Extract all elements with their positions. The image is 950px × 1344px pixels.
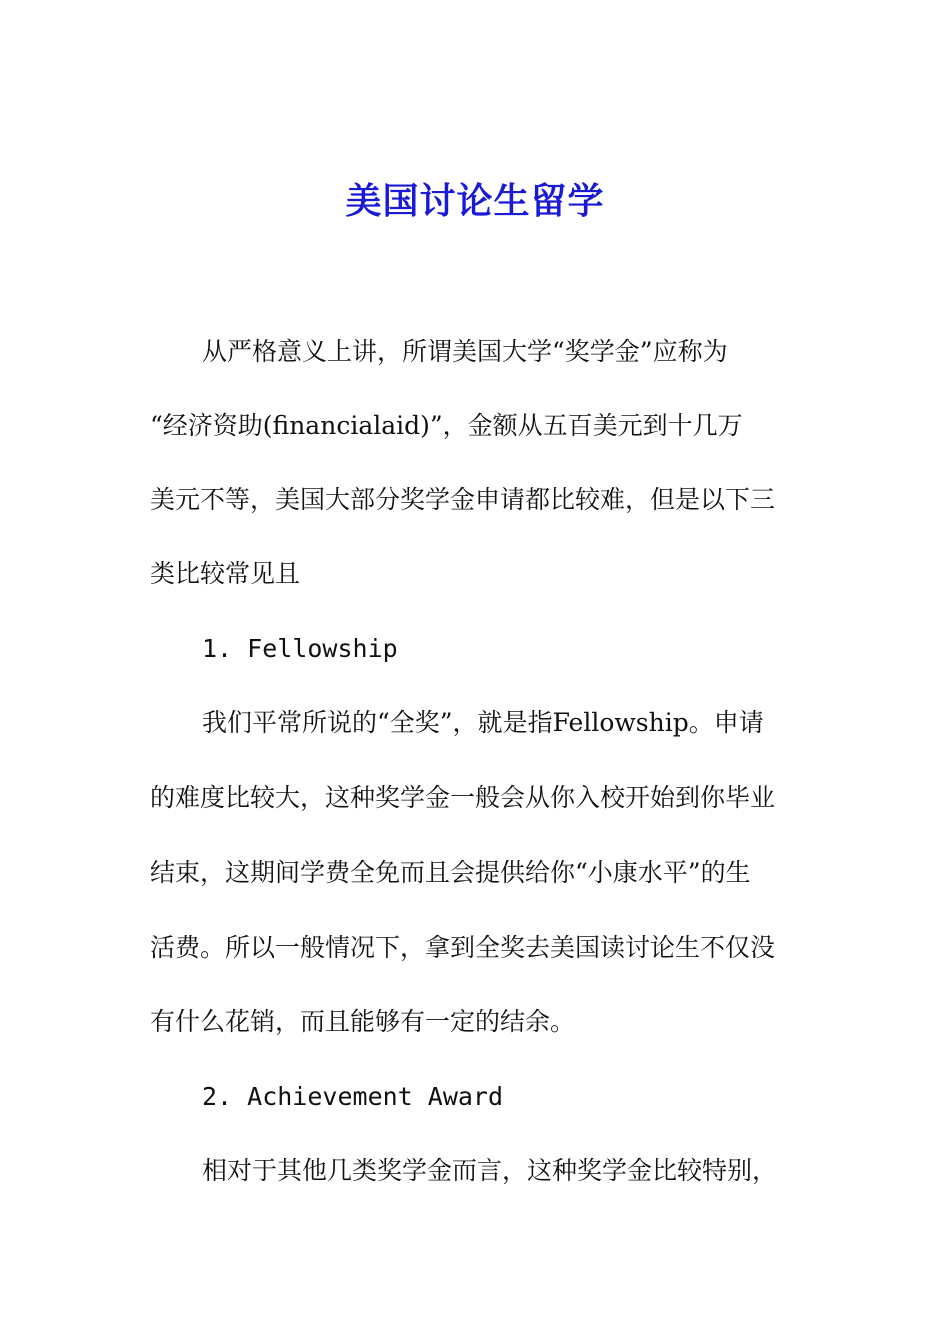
paragraph-2-line-1: 我们平常所说的“全奖”，就是指Fellowship。申请: [202, 708, 764, 737]
section-heading-fellowship: 1. Fellowship: [202, 634, 398, 663]
paragraph-2-line-5: 有什么花销，而且能够有一定的结余。: [150, 1007, 576, 1036]
paragraph-3-line-1: 相对于其他几类奖学金而言，这种奖学金比较特别，: [202, 1156, 778, 1185]
paragraph-1-line-2: “经济资助(financialaid)”，金额从五百美元到十几万: [150, 411, 743, 440]
section-heading-achievement-award: 2. Achievement Award: [202, 1082, 504, 1111]
document-title: 美国讨论生留学: [345, 180, 605, 222]
paragraph-2-line-4: 活费。所以一般情况下，拿到全奖去美国读讨论生不仅没: [150, 933, 776, 962]
paragraph-2-line-3: 结束，这期间学费全免而且会提供给你“小康水平”的生: [150, 858, 751, 887]
paragraph-2-line-2: 的难度比较大，这种奖学金一般会从你入校开始到你毕业: [150, 783, 776, 812]
paragraph-1-line-4: 类比较常见且: [150, 559, 301, 588]
paragraph-1-line-3: 美元不等，美国大部分奖学金申请都比较难，但是以下三: [150, 485, 776, 514]
paragraph-1-line-1: 从严格意义上讲，所谓美国大学“奖学金”应称为: [202, 337, 728, 366]
